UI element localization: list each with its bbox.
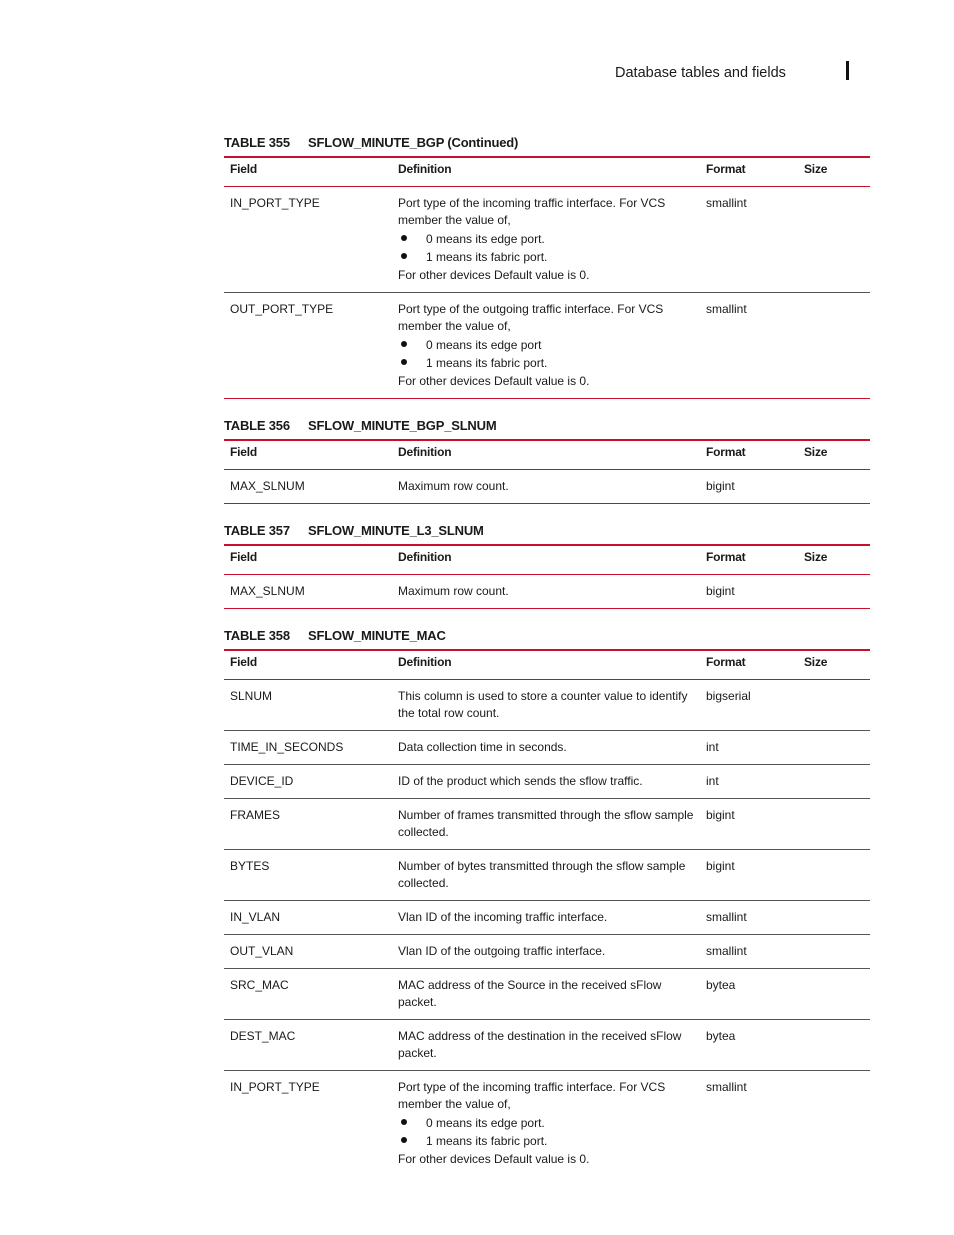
table-row: [224, 187, 870, 293]
data-table: [224, 156, 870, 399]
table-row: [224, 575, 870, 609]
column-header: Field: [230, 655, 258, 669]
definition-text: Port type of the incoming traffic interface. For VCS member the value of,: [398, 1080, 666, 1111]
definition-text: Maximum row count.: [398, 584, 509, 598]
size-cell: [798, 1020, 870, 1071]
definition-cell: [392, 969, 700, 1020]
field-cell: IN_PORT_TYPE: [224, 187, 392, 293]
format-cell: bytea: [700, 969, 798, 1020]
bullet-text: 0 means its edge port.: [426, 1116, 545, 1130]
bullet-item: [398, 248, 694, 266]
definition-note: For other devices Default value is 0.: [398, 268, 590, 282]
table-row: [224, 969, 870, 1020]
format-cell: bigint: [700, 850, 798, 901]
size-cell: [798, 850, 870, 901]
size-cell: [798, 969, 870, 1020]
column-header: Field: [230, 162, 258, 176]
column-header: Format: [706, 162, 746, 176]
table-row: [224, 1020, 870, 1071]
definition-cell: [392, 799, 700, 850]
table-row: [224, 901, 870, 935]
definition-text: MAC address of the Source in the received sFlow packet.: [398, 978, 662, 1009]
column-header: Definition: [398, 445, 452, 459]
size-cell: [798, 731, 870, 765]
table-name: SFLOW_MINUTE_BGP (Continued): [308, 135, 519, 150]
bullet-item: [398, 1114, 694, 1132]
size-cell: [798, 470, 870, 504]
definition-cell: [392, 731, 700, 765]
bullet-dot-icon: [401, 359, 407, 365]
size-cell: [798, 799, 870, 850]
size-cell: [798, 1071, 870, 1177]
table-row: [224, 850, 870, 901]
format-cell: smallint: [700, 935, 798, 969]
field-cell: BYTES: [224, 850, 392, 901]
column-header: Format: [706, 550, 746, 564]
definition-text: Maximum row count.: [398, 479, 509, 493]
page-header: [0, 0, 954, 100]
field-cell: SRC_MAC: [224, 969, 392, 1020]
format-cell: smallint: [700, 187, 798, 293]
data-table: [224, 649, 870, 1176]
definition-text: ID of the product which sends the sflow traffic.: [398, 774, 643, 788]
bullet-dot-icon: [401, 235, 407, 241]
table-name: SFLOW_MINUTE_BGP_SLNUM: [308, 418, 497, 433]
definition-text: Vlan ID of the incoming traffic interface.: [398, 910, 608, 924]
column-header: Format: [706, 655, 746, 669]
definition-cell: [392, 850, 700, 901]
bullet-list: [398, 230, 694, 266]
table-row: [224, 765, 870, 799]
size-cell: [798, 575, 870, 609]
definition-cell: [392, 680, 700, 731]
field-cell: SLNUM: [224, 680, 392, 731]
bullet-item: [398, 230, 694, 248]
field-cell: MAX_SLNUM: [224, 575, 392, 609]
column-header: Size: [804, 162, 828, 176]
format-cell: bigserial: [700, 680, 798, 731]
size-cell: [798, 680, 870, 731]
table-block: [224, 128, 870, 399]
table-number: TABLE 355: [224, 135, 290, 150]
definition-cell: [392, 187, 700, 293]
format-cell: int: [700, 765, 798, 799]
definition-text: Vlan ID of the outgoing traffic interface.: [398, 944, 606, 958]
format-cell: bigint: [700, 470, 798, 504]
size-cell: [798, 187, 870, 293]
table-name: SFLOW_MINUTE_L3_SLNUM: [308, 523, 484, 538]
table-row: [224, 470, 870, 504]
header-row: [224, 157, 870, 187]
definition-text: Port type of the outgoing traffic interface. For VCS member the value of,: [398, 302, 664, 333]
table-number: TABLE 358: [224, 628, 290, 643]
chapter-marker-bar: [846, 61, 849, 80]
column-header: Definition: [398, 550, 452, 564]
field-cell: TIME_IN_SECONDS: [224, 731, 392, 765]
data-table: [224, 544, 870, 609]
field-cell: MAX_SLNUM: [224, 470, 392, 504]
format-cell: smallint: [706, 1080, 747, 1094]
table-row: [224, 1071, 870, 1177]
column-header: Field: [230, 550, 258, 564]
field-cell: IN_PORT_TYPE: [230, 1080, 320, 1094]
definition-note: For other devices Default value is 0.: [398, 374, 590, 388]
definition-text: This column is used to store a counter value to identify the total row count.: [398, 689, 688, 720]
table-row: [224, 935, 870, 969]
table-row: [224, 731, 870, 765]
field-cell: OUT_PORT_TYPE: [224, 293, 392, 399]
table-row: [224, 680, 870, 731]
field-cell: DEVICE_ID: [224, 765, 392, 799]
column-header: Field: [230, 445, 258, 459]
field-cell: IN_VLAN: [224, 901, 392, 935]
header-row: [224, 650, 870, 680]
definition-text: MAC address of the destination in the received sFlow packet.: [398, 1029, 682, 1060]
definition-text: Data collection time in seconds.: [398, 740, 567, 754]
table-caption: [224, 411, 870, 439]
table-row: [224, 799, 870, 850]
bullet-item: [398, 354, 694, 372]
column-header: Definition: [398, 162, 452, 176]
bullet-text: 1 means its fabric port.: [426, 1134, 548, 1148]
table-number: TABLE 357: [224, 523, 290, 538]
bullet-dot-icon: [401, 341, 407, 347]
field-cell: FRAMES: [224, 799, 392, 850]
size-cell: [798, 293, 870, 399]
bullet-dot-icon: [401, 1119, 407, 1125]
format-cell: bigint: [700, 575, 798, 609]
column-header: Format: [706, 445, 746, 459]
format-cell: bigint: [700, 799, 798, 850]
bullet-list: [398, 1114, 694, 1150]
bullet-list: [398, 336, 694, 372]
size-cell: [798, 765, 870, 799]
table-caption: [224, 621, 870, 649]
definition-cell: [392, 1020, 700, 1071]
definition-text: Number of bytes transmitted through the sflow sample collected.: [398, 859, 686, 890]
column-header: Size: [804, 550, 828, 564]
table-caption: [224, 128, 870, 156]
format-cell: smallint: [700, 293, 798, 399]
table-block: [224, 621, 870, 1176]
bullet-text: 1 means its fabric port.: [426, 250, 548, 264]
header-row: [224, 440, 870, 470]
definition-cell: [392, 1071, 700, 1177]
column-header: Size: [804, 445, 828, 459]
column-header: Size: [804, 655, 828, 669]
definition-text: Port type of the incoming traffic interface. For VCS member the value of,: [398, 196, 666, 227]
field-cell: DEST_MAC: [224, 1020, 392, 1071]
bullet-item: [398, 336, 694, 354]
header-row: [224, 545, 870, 575]
definition-cell: [392, 575, 700, 609]
definition-note: For other devices Default value is 0.: [398, 1152, 590, 1166]
bullet-text: 0 means its edge port.: [426, 232, 545, 246]
data-table: [224, 439, 870, 504]
bullet-text: 1 means its fabric port.: [426, 356, 548, 370]
definition-cell: [392, 901, 700, 935]
format-cell: int: [700, 731, 798, 765]
definition-cell: [392, 293, 700, 399]
table-row: [224, 293, 870, 399]
table-caption: [224, 516, 870, 544]
field-cell: OUT_VLAN: [224, 935, 392, 969]
bullet-item: [398, 1132, 694, 1150]
definition-cell: [392, 470, 700, 504]
table-block: [224, 516, 870, 609]
table-number: TABLE 356: [224, 418, 290, 433]
definition-cell: [392, 935, 700, 969]
table-name: SFLOW_MINUTE_MAC: [308, 628, 446, 643]
bullet-dot-icon: [401, 1137, 407, 1143]
column-header: Definition: [398, 655, 452, 669]
size-cell: [798, 901, 870, 935]
format-cell: bytea: [700, 1020, 798, 1071]
definition-cell: [392, 765, 700, 799]
bullet-dot-icon: [401, 253, 407, 259]
document-body: [224, 128, 870, 1188]
table-block: [224, 411, 870, 504]
running-header-title: Database tables and fields: [615, 65, 786, 81]
definition-text: Number of frames transmitted through the sflow sample collected.: [398, 808, 694, 839]
format-cell: smallint: [700, 901, 798, 935]
size-cell: [798, 935, 870, 969]
bullet-text: 0 means its edge port: [426, 338, 542, 352]
